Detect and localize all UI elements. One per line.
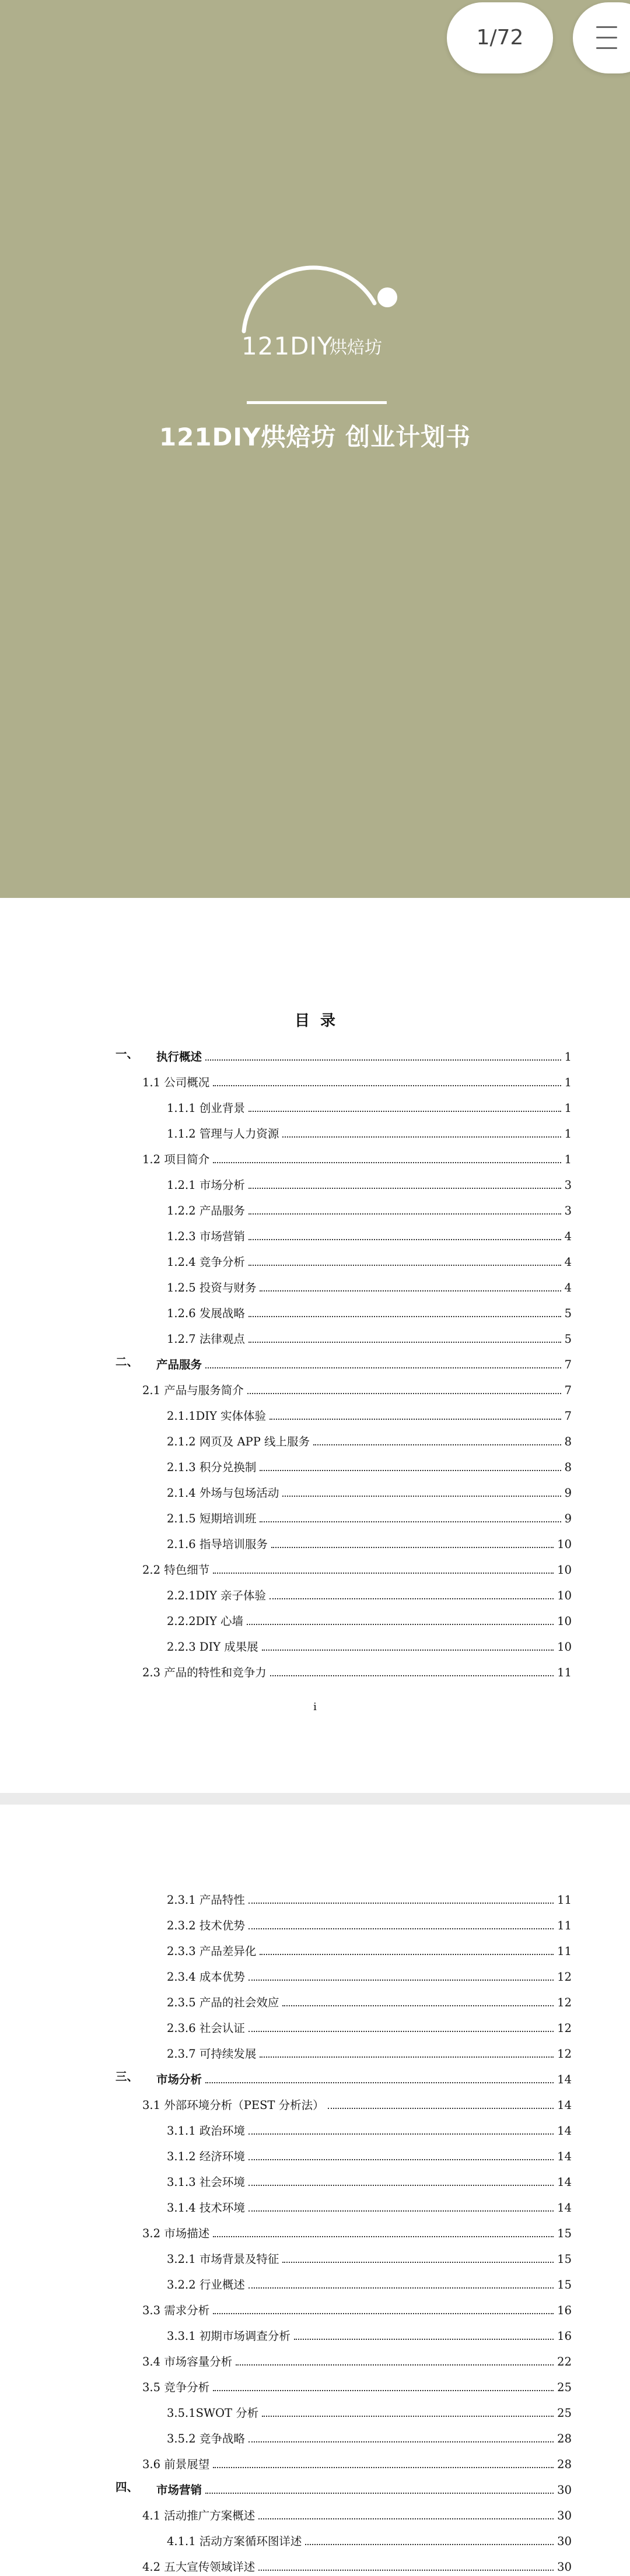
toc-leader-dots [249, 2031, 554, 2032]
toc-page-number: 15 [557, 2278, 572, 2291]
toc-entry[interactable] [0, 1503, 630, 1529]
toc-entry-line [167, 2047, 572, 2062]
toc-leader-dots [282, 1496, 561, 1497]
toc-entry-title: 2.1.3 积分兑换制 [167, 1461, 257, 1474]
toc-page-number: 11 [557, 1945, 572, 1958]
toc-entry[interactable] [0, 2038, 630, 2064]
toc-entry-line [142, 2560, 572, 2575]
toc-entry[interactable] [0, 2115, 630, 2141]
toc-leader-dots [249, 1265, 561, 1266]
toc-page-number: 14 [557, 2098, 572, 2112]
toc-entry[interactable] [0, 1349, 630, 1375]
toc-entry[interactable] [0, 1987, 630, 2013]
toc-page-number: 10 [557, 1563, 572, 1577]
toc-entry-title: 1.1.1 创业背景 [167, 1101, 245, 1115]
toc-entry-line [142, 2226, 572, 2241]
toc-entry[interactable] [0, 2218, 630, 2244]
toc-entry-line [167, 1255, 572, 1270]
toc-leader-dots [249, 1239, 561, 1240]
toc-entry-line [167, 1101, 572, 1116]
logo-name: 烘焙坊 [330, 338, 382, 358]
toc-entry-line [167, 1614, 572, 1629]
toc-entry-title: 2.3.5 产品的社会效应 [167, 1996, 279, 2009]
toc-entry-title: 3.2.1 市场背景及特征 [167, 2252, 279, 2266]
toc-page-number: 7 [564, 1358, 572, 1371]
toc-entry-line [167, 1126, 572, 1142]
toc-page-number: 10 [557, 1538, 572, 1551]
toc-entry-title: 1.1 公司概况 [142, 1076, 210, 1089]
toc-entry[interactable] [0, 1144, 630, 1170]
toc-leader-dots [249, 1928, 554, 1929]
toc-entry-line [167, 2124, 572, 2139]
toc-chapter-number: 一、 [116, 1047, 139, 1061]
toc-page-number: 3 [564, 1204, 572, 1217]
toc-leader-dots [213, 1162, 561, 1163]
toc-entry[interactable] [0, 2269, 630, 2295]
toc-entry[interactable] [0, 1452, 630, 1477]
toc-entry[interactable] [0, 2090, 630, 2115]
toc-leader-dots [247, 1624, 554, 1625]
toc-entry-line [167, 1944, 572, 1959]
toc-entry-line [142, 2380, 572, 2395]
toc-leader-dots [247, 1393, 561, 1394]
toc-entry-line [167, 1280, 572, 1296]
toc-entry-line [142, 2508, 572, 2524]
toc-entry-line [142, 1383, 572, 1398]
toc-entry-line [142, 1665, 572, 1680]
toc-entry-title: 1.2.4 竞争分析 [167, 1255, 245, 1269]
page-counter[interactable]: 1/72 [447, 2, 553, 73]
toc-entry[interactable] [0, 2372, 630, 2398]
toc-entry-title: 1.2.3 市场营销 [167, 1230, 245, 1243]
toc-page-number: 12 [557, 1996, 572, 2009]
toc-leader-dots [213, 2390, 554, 2391]
toc-entry-line [167, 2329, 572, 2344]
toc-entry-title: 2.3.6 社会认证 [167, 2022, 245, 2035]
toc-entry-line [167, 2534, 572, 2549]
toc-entry-title: 2.1.5 短期培训班 [167, 1512, 257, 1525]
toc-leader-dots [282, 1136, 561, 1138]
toc-entry-title: 市场分析 [156, 2073, 202, 2086]
toc-leader-dots [249, 2210, 554, 2212]
toc-entry-title: 2.3 产品的特性和竞争力 [142, 1666, 267, 1679]
toc-leader-dots [249, 1316, 561, 1317]
toc-page-number: 4 [564, 1255, 572, 1269]
toc-entry-line [167, 1970, 572, 1985]
toc-page-number: 10 [557, 1589, 572, 1602]
toc-entry-line [167, 2431, 572, 2447]
toc-leader-dots [249, 2287, 554, 2289]
toc-leader-dots [260, 1954, 554, 1955]
toc-entry[interactable] [0, 2500, 630, 2526]
toc-leader-dots [205, 1059, 561, 1061]
toc-entry-title: 3.1.2 经济环境 [167, 2150, 245, 2163]
toc-entry[interactable] [0, 1247, 630, 1272]
toc-entry[interactable] [0, 1426, 630, 1452]
toc-leader-dots [213, 2236, 554, 2237]
toc-entry-line [142, 1152, 572, 1167]
toc-entry-line [156, 2483, 572, 2498]
toc-page-number: 14 [557, 2073, 572, 2086]
toc-entry[interactable] [0, 2167, 630, 2192]
toc-page-number: 1 [564, 1153, 572, 1166]
toc-page-number: 9 [564, 1512, 572, 1525]
toc-page-number: 12 [557, 2047, 572, 2061]
toc-entry-line [167, 1460, 572, 1475]
toc-leader-dots [262, 2416, 554, 2417]
toc-entry-title: 2.3.7 可持续发展 [167, 2047, 257, 2061]
toc-entry-title: 4.2 五大宣传领域详述 [142, 2560, 256, 2574]
toc-entry-title: 2.3.1 产品特性 [167, 1893, 245, 1907]
toc-leader-dots [249, 1342, 561, 1343]
toc-entry-line [156, 2072, 572, 2087]
toc-leader-dots [236, 2364, 554, 2366]
toc-leader-dots [260, 1290, 561, 1291]
toc-entry-title: 2.1.4 外场与包场活动 [167, 1486, 279, 1500]
toc-entry[interactable] [0, 1041, 630, 1067]
toc-entry-title: 3.3 需求分析 [142, 2304, 210, 2317]
toc-entry[interactable] [0, 2244, 630, 2269]
toc-entry-line [142, 2098, 572, 2113]
toc-page-number: 1 [564, 1076, 572, 1089]
toc-leader-dots [213, 1573, 554, 1574]
toc-entry-title: 2.2.3 DIY 成果展 [167, 1640, 258, 1654]
toc-leader-dots [249, 2159, 554, 2160]
toc-entry-title: 2.2 特色细节 [142, 1563, 210, 1577]
toc-entry-title: 1.2.1 市场分析 [167, 1178, 245, 1192]
toc-page-number: 9 [564, 1486, 572, 1500]
toc-entry[interactable] [0, 1477, 630, 1503]
toc-entry-line [167, 1640, 572, 1655]
toc-leader-dots [282, 2262, 554, 2263]
toc-entry-title: 2.2.1DIY 亲子体验 [167, 1589, 267, 1602]
toc-entry-line [156, 1050, 572, 1065]
toc-entry[interactable] [0, 1401, 630, 1426]
toc-entry-line [142, 1563, 572, 1578]
cover-title: 121DIY烘焙坊 创业计划书 [159, 423, 471, 451]
toc-entry[interactable] [0, 1606, 630, 1631]
toc-leader-dots [262, 1650, 554, 1651]
toc-entry[interactable] [0, 2475, 630, 2500]
toc-entry[interactable] [0, 1375, 630, 1401]
toc-page-number: 8 [564, 1435, 572, 1448]
toc-page-number: 7 [564, 1409, 572, 1423]
toc-entry-title: 1.1.2 管理与人力资源 [167, 1127, 279, 1140]
toc-page-number: 16 [557, 2304, 572, 2317]
toc-page-number: 1 [564, 1101, 572, 1115]
toc-leader-dots [270, 1419, 561, 1420]
toc-page-number: 30 [557, 2535, 572, 2548]
toc-leader-dots [213, 1085, 561, 1086]
toc-entry-title: 市场营销 [156, 2483, 202, 2497]
toc-entry[interactable] [0, 1657, 630, 1683]
hamburger-menu-icon [596, 24, 617, 51]
toc-leader-dots [313, 1444, 561, 1445]
toc-page-2 [0, 1805, 630, 2576]
toc-page-number: 16 [557, 2329, 572, 2343]
toc-entry-line [167, 2252, 572, 2267]
toc-entry-line [142, 1075, 572, 1090]
toc-leader-dots [249, 2441, 554, 2442]
toc-entry-title: 2.1.2 网页及 APP 线上服务 [167, 1435, 310, 1448]
toc-entry-title: 3.1.4 技术环境 [167, 2201, 245, 2214]
toc-entry[interactable] [0, 1961, 630, 1987]
toc-entry-line [142, 2457, 572, 2472]
toc-leader-dots [213, 2467, 554, 2468]
toc-entry[interactable] [0, 1324, 630, 1349]
toc-leader-dots [270, 1675, 554, 1676]
toc-page-number: 14 [557, 2124, 572, 2138]
toc-entry[interactable] [0, 1884, 630, 1910]
toc-entry[interactable] [0, 2552, 630, 2576]
logo-mark: 121DIY [242, 332, 333, 360]
toc-entry-line [167, 1203, 572, 1219]
toc-entry-title: 3.2.2 行业概述 [167, 2278, 245, 2291]
toc-entry-line [167, 1588, 572, 1603]
toc-entry-title: 1.2.6 发展战略 [167, 1307, 245, 1320]
toc-entry[interactable] [0, 2321, 630, 2346]
toc-entry[interactable] [0, 1580, 630, 1606]
toc-entry-line [167, 2201, 572, 2216]
toc-page-number: 14 [557, 2175, 572, 2189]
toc-chapter-number: 三、 [116, 2070, 139, 2083]
toc-entry[interactable] [0, 2423, 630, 2449]
toc-entry-line [167, 2277, 572, 2293]
toc-leader-dots [258, 2570, 554, 2571]
cover-divider [247, 401, 387, 404]
toc-leader-dots [328, 2108, 554, 2109]
toc-entry-title: 3.6 前景展望 [142, 2458, 210, 2471]
toc-entry-line [167, 1918, 572, 1933]
toc-page-number: 28 [557, 2432, 572, 2445]
toc-page-number: 25 [557, 2381, 572, 2394]
toc-leader-dots [249, 1188, 561, 1189]
toc-entry-title: 3.4 市场容量分析 [142, 2355, 233, 2368]
toc-page-number: 3 [564, 1178, 572, 1192]
toc-entry-title: 2.3.3 产品差异化 [167, 1945, 257, 1958]
toc-entry[interactable] [0, 2449, 630, 2475]
toc-page-number: 14 [557, 2150, 572, 2163]
toc-entry-title: 3.3.1 初期市场调查分析 [167, 2329, 290, 2343]
toc-entry-line [167, 1332, 572, 1347]
toc-entry-line [142, 2354, 572, 2370]
toc-entry[interactable] [0, 1272, 630, 1298]
toc-page-number: 25 [557, 2406, 572, 2420]
toc-entry-line [167, 1995, 572, 2010]
toc-page-number: 1 [564, 1127, 572, 1140]
toc-leader-dots [249, 1111, 561, 1112]
toc-page-number: 28 [557, 2458, 572, 2471]
toc-entry-title: 3.2 市场描述 [142, 2227, 210, 2240]
toc-entry-title: 3.5.1SWOT 分析 [167, 2406, 259, 2420]
toc-page-number: 11 [557, 1666, 572, 1679]
toc-entry-line [167, 2149, 572, 2164]
toc-leader-dots [270, 1598, 554, 1599]
toc-entry-title: 2.1 产品与服务简介 [142, 1384, 244, 1397]
toc-page-number: 7 [564, 1384, 572, 1397]
toc-page-1 [0, 898, 630, 1793]
toc-list [0, 1884, 630, 2576]
toc-leader-dots [249, 1903, 554, 1904]
toc-entry-line [167, 1537, 572, 1552]
toc-entry[interactable] [0, 1195, 630, 1221]
toc-entry[interactable] [0, 1936, 630, 1961]
toc-entry-line [167, 2021, 572, 2036]
toc-entry[interactable] [0, 1910, 630, 1936]
toc-leader-dots [205, 2082, 554, 2083]
toc-leader-dots [249, 2133, 554, 2135]
toc-entry-title: 2.3.2 技术优势 [167, 1919, 245, 1932]
toc-entry-title: 1.2.5 投资与财务 [167, 1281, 257, 1294]
toc-leader-dots [205, 2493, 554, 2494]
toc-page-number: 8 [564, 1461, 572, 1474]
toc-page-number: 5 [564, 1307, 572, 1320]
toc-leader-dots [249, 1980, 554, 1981]
toc-entry[interactable] [0, 1170, 630, 1195]
toc-leader-dots [260, 1521, 561, 1522]
toc-entry-title: 执行概述 [156, 1050, 202, 1064]
toc-entry-line [167, 1893, 572, 1908]
toc-entry-title: 1.2.7 法律观点 [167, 1332, 245, 1346]
page-numeral: i [313, 1701, 317, 1713]
toc-entry-title: 2.1.6 指导培训服务 [167, 1538, 268, 1551]
toc-entry[interactable] [0, 2064, 630, 2090]
toc-entry[interactable] [0, 1118, 630, 1144]
toc-page-number: 15 [557, 2227, 572, 2240]
toc-leader-dots [282, 2005, 554, 2006]
toc-entry-title: 4.1 活动推广方案概述 [142, 2509, 256, 2522]
toc-page-number: 4 [564, 1281, 572, 1294]
toc-page-number: 14 [557, 2201, 572, 2214]
toc-entry[interactable] [0, 2141, 630, 2167]
toc-entry-title: 3.1 外部环境分析（PEST 分析法） [142, 2098, 324, 2112]
toc-entry-line [142, 2303, 572, 2318]
toc-page-number: 30 [557, 2509, 572, 2522]
toc-leader-dots [249, 2185, 554, 2186]
toc-chapter-number: 四、 [116, 2480, 139, 2494]
toc-entry-title: 1.2 项目简介 [142, 1153, 210, 1166]
toc-entry[interactable] [0, 1221, 630, 1247]
toc-entry-title: 2.1.1DIY 实体体验 [167, 1409, 267, 1423]
toc-entry[interactable] [0, 1298, 630, 1324]
toc-entry-line [156, 1357, 572, 1373]
toc-leader-dots [260, 1470, 561, 1471]
toc-page-number: 1 [564, 1050, 572, 1064]
toc-leader-dots [305, 2544, 554, 2545]
toc-entry-line [167, 1486, 572, 1501]
toc-leader-dots [294, 2339, 554, 2340]
toc-entry-line [167, 1306, 572, 1321]
toc-page-number: 12 [557, 1970, 572, 1984]
toc-leader-dots [249, 1213, 561, 1215]
toc-entry[interactable] [0, 1067, 630, 1093]
toc-page-number: 30 [557, 2560, 572, 2574]
toc-page-number: 22 [557, 2355, 572, 2368]
toc-entry-line [167, 1178, 572, 1193]
toc-entry-line [167, 1511, 572, 1526]
toc-entry[interactable] [0, 1631, 630, 1657]
toc-leader-dots [213, 2313, 554, 2314]
toc-page-number: 10 [557, 1640, 572, 1654]
toc-page-number: 4 [564, 1230, 572, 1243]
toc-title: 目录 [294, 1012, 346, 1030]
logo-dot [377, 287, 397, 307]
toc-leader-dots [260, 2056, 554, 2058]
logo-arc [244, 268, 374, 331]
toc-entry-line [167, 1229, 572, 1244]
cover-page [0, 0, 630, 898]
toc-entry[interactable] [0, 2346, 630, 2372]
toc-entry-title: 3.1.3 社会环境 [167, 2175, 245, 2189]
toc-entry-title: 3.5 竞争分析 [142, 2381, 210, 2394]
toc-entry[interactable] [0, 2526, 630, 2552]
toc-entry[interactable] [0, 2013, 630, 2038]
toc-leader-dots [205, 1367, 561, 1368]
toc-page-number: 15 [557, 2252, 572, 2266]
toc-entry[interactable] [0, 2192, 630, 2218]
toc-leader-dots [271, 1547, 554, 1548]
toc-page-number: 5 [564, 1332, 572, 1346]
toc-page-number: 10 [557, 1615, 572, 1628]
toc-entry[interactable] [0, 1529, 630, 1554]
toc-leader-dots [258, 2518, 554, 2519]
toc-entry-title: 产品服务 [156, 1358, 202, 1371]
toc-entry-line [167, 1434, 572, 1450]
toc-page-number: 11 [557, 1919, 572, 1932]
toc-page-number: 11 [557, 1893, 572, 1907]
toc-entry-line [167, 2406, 572, 2421]
toc-entry-line [167, 2175, 572, 2190]
toc-entry[interactable] [0, 2295, 630, 2321]
toc-entry-title: 3.5.2 竞争战略 [167, 2432, 245, 2445]
toc-entry-title: 4.1.1 活动方案循环图详述 [167, 2535, 302, 2548]
toc-list [0, 1041, 630, 1683]
toc-entry-title: 2.2.2DIY 心墙 [167, 1615, 244, 1628]
toc-entry[interactable] [0, 1093, 630, 1118]
toc-entry-line [167, 1409, 572, 1424]
toc-page-number: 12 [557, 2022, 572, 2035]
toc-page-number: 30 [557, 2483, 572, 2497]
toc-entry[interactable] [0, 1554, 630, 1580]
bakery-logo [233, 257, 408, 362]
toc-entry-title: 3.1.1 政治环境 [167, 2124, 245, 2138]
toc-chapter-number: 二、 [116, 1355, 139, 1368]
toc-entry-title: 1.2.2 产品服务 [167, 1204, 245, 1217]
toc-entry[interactable] [0, 2398, 630, 2423]
toc-entry-title: 2.3.4 成本优势 [167, 1970, 245, 1984]
